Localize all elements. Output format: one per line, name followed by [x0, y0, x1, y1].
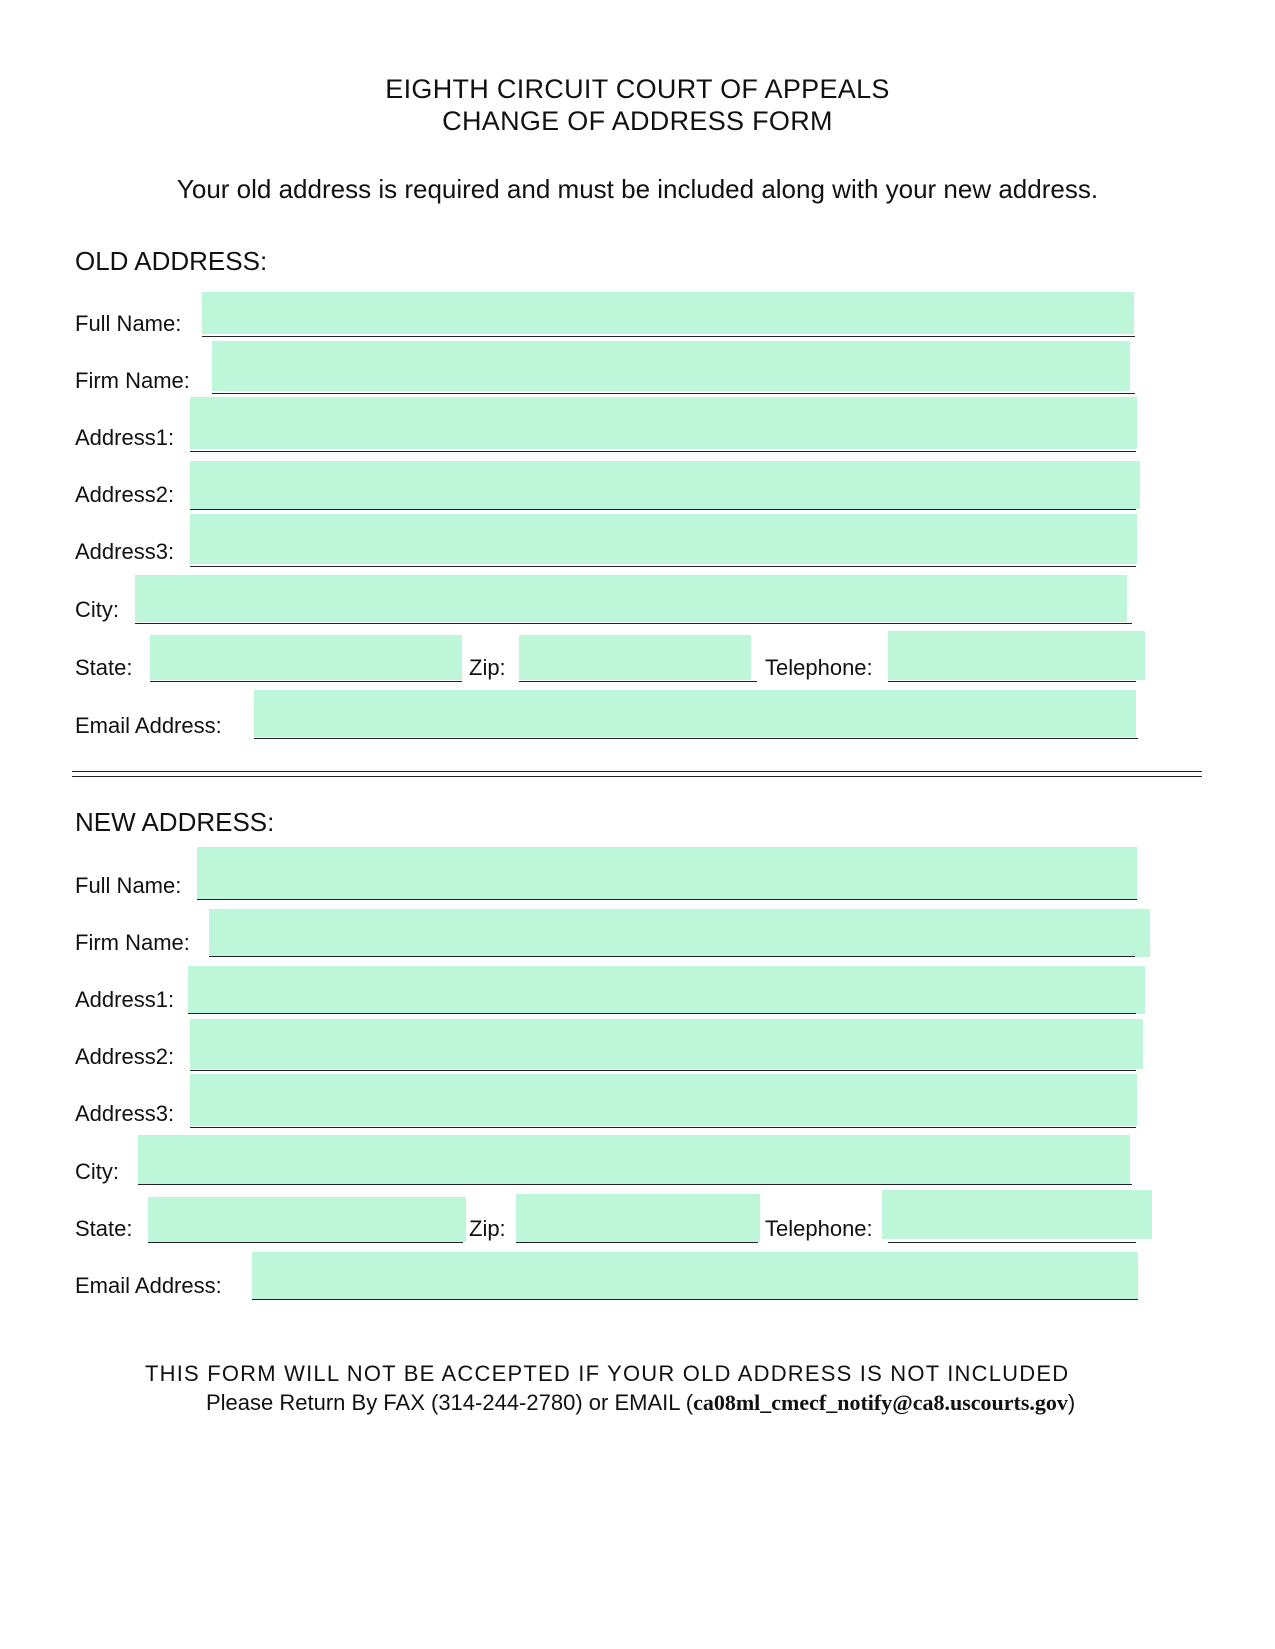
old-full-name-label: Full Name: — [75, 311, 182, 336]
new-full-name-field[interactable] — [197, 847, 1137, 899]
new-email-underline — [252, 1299, 1138, 1300]
new-telephone-field[interactable] — [882, 1190, 1152, 1239]
new-zip-label: Zip: — [469, 1216, 506, 1241]
new-address2-field[interactable] — [190, 1019, 1143, 1069]
new-firm-name-field[interactable] — [209, 909, 1150, 957]
old-state-label: State: — [75, 655, 133, 680]
old-address2-label: Address2: — [75, 482, 175, 507]
old-zip-underline — [519, 681, 757, 682]
footer-paren-open: ( — [685, 1390, 694, 1415]
new-state-field[interactable] — [148, 1197, 466, 1242]
old-address3-label: Address3: — [75, 539, 175, 564]
footer-return-line — [206, 1390, 1075, 1416]
instruction-text: Your old address is required and must be included along with your new address. — [176, 174, 1099, 204]
old-city-underline — [135, 623, 1132, 624]
old-city-field[interactable] — [135, 575, 1127, 622]
new-zip-underline — [516, 1242, 758, 1243]
old-zip-field[interactable] — [519, 635, 751, 680]
new-address1-field[interactable] — [188, 966, 1145, 1014]
old-state-field[interactable] — [150, 635, 462, 680]
old-firm-name-field[interactable] — [212, 341, 1130, 391]
new-telephone-underline — [888, 1242, 1136, 1243]
old-full-name-field[interactable] — [202, 292, 1134, 334]
old-email-label: Email Address: — [75, 713, 222, 738]
old-address-heading: OLD ADDRESS: — [75, 246, 268, 276]
new-firm-name-label: Firm Name: — [75, 930, 190, 955]
new-address2-underline — [190, 1070, 1136, 1071]
new-city-label: City: — [75, 1159, 119, 1184]
old-address1-label: Address1: — [75, 425, 175, 450]
old-full-name-underline — [202, 336, 1135, 337]
form-title-line2: CHANGE OF ADDRESS FORM — [442, 106, 833, 136]
old-address1-underline — [190, 451, 1136, 452]
new-address-heading: NEW ADDRESS: — [75, 807, 275, 837]
footer-return-text: Please Return By FAX (314-244-2780) or EMAIL — [206, 1390, 686, 1415]
old-address2-underline — [190, 509, 1136, 510]
old-address3-field[interactable] — [190, 514, 1137, 564]
new-full-name-label: Full Name: — [75, 873, 182, 898]
new-address3-field[interactable] — [190, 1074, 1137, 1126]
new-firm-name-underline — [209, 956, 1135, 957]
new-address1-label: Address1: — [75, 987, 175, 1012]
footer-warning: THIS FORM WILL NOT BE ACCEPTED IF YOUR OLD ADDRESS IS NOT INCLUDED — [145, 1361, 1070, 1386]
old-email-field[interactable] — [254, 690, 1136, 737]
new-zip-field[interactable] — [516, 1194, 760, 1242]
new-address3-label: Address3: — [75, 1101, 175, 1126]
new-address3-underline — [190, 1127, 1136, 1128]
old-telephone-underline — [888, 681, 1136, 682]
old-email-underline — [254, 738, 1138, 739]
old-city-label: City: — [75, 597, 119, 622]
old-telephone-label: Telephone: — [765, 655, 873, 680]
old-zip-label: Zip: — [469, 655, 506, 680]
new-email-field[interactable] — [252, 1252, 1138, 1299]
new-state-label: State: — [75, 1216, 133, 1241]
new-city-underline — [138, 1184, 1132, 1185]
old-address1-field[interactable] — [190, 397, 1137, 449]
old-firm-name-underline — [212, 393, 1135, 394]
new-city-field[interactable] — [138, 1135, 1130, 1184]
footer-paren-close: ) — [1067, 1390, 1076, 1415]
new-email-label: Email Address: — [75, 1273, 222, 1298]
new-state-underline — [148, 1242, 463, 1243]
old-telephone-field[interactable] — [888, 631, 1145, 680]
section-divider — [72, 771, 1202, 777]
new-telephone-label: Telephone: — [765, 1216, 873, 1241]
old-state-underline — [150, 681, 462, 682]
old-firm-name-label: Firm Name: — [75, 368, 190, 393]
new-full-name-underline — [197, 899, 1137, 900]
new-address2-label: Address2: — [75, 1044, 175, 1069]
form-title-line1: EIGHTH CIRCUIT COURT OF APPEALS — [385, 74, 890, 104]
footer-email-link[interactable]: ca08ml_cmecf_notify@ca8.uscourts.gov — [693, 1390, 1068, 1415]
new-address1-underline — [188, 1013, 1136, 1014]
old-address2-field[interactable] — [190, 461, 1140, 509]
old-address3-underline — [190, 566, 1136, 567]
